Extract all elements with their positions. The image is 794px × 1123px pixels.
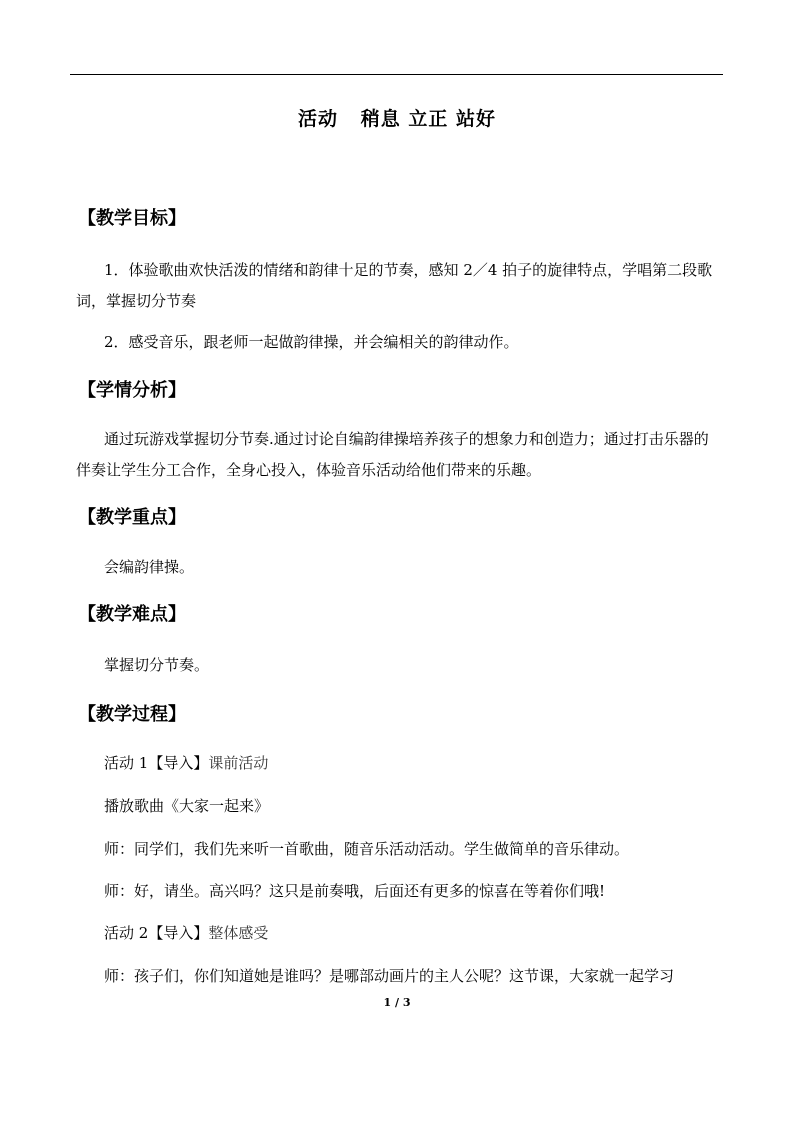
key-points-text: 会编韵律操。 (104, 558, 195, 576)
objective-item-2: 2．感受音乐，跟老师一起做韵律操，并会编相关的韵律动作。 (104, 333, 519, 351)
activity-2-subtitle: 整体感受 (208, 924, 269, 942)
section-heading-key-points: 【教学重点】 (78, 507, 186, 528)
process-line-2: 师：同学们，我们先来听一首歌曲，随音乐活动活动。学生做简单的音乐律动。 (104, 840, 630, 858)
process-line-1: 播放歌曲《大家一起来》 (104, 797, 270, 815)
section-heading-difficulties: 【教学难点】 (78, 604, 186, 625)
activity-2-prefix: 活动 2 (104, 924, 149, 942)
activity-1-subtitle: 课前活动 (208, 754, 269, 772)
analysis-text: 通过玩游戏掌握切分节奏.通过讨论自编韵律操培养孩子的想象力和创造力；通过打击乐器的伴奏让学生分工合作，全身心投入，体验音乐活动给他们带来的乐趣。 (76, 430, 709, 479)
page-title: 活动 稍息 立正 站好 (297, 108, 497, 130)
section-heading-process: 【教学过程】 (78, 704, 186, 725)
section-heading-analysis: 【学情分析】 (78, 380, 186, 401)
process-line-4: 师：孩子们，你们知道她是谁吗？是哪部动画片的主人公呢？这节课，大家就一起学习 (104, 967, 675, 985)
objective-item-1: 1．体验歌曲欢快活泼的情绪和韵律十足的节奏，感知 2／4 拍子的旋律特点，学唱第二段歌词，掌握切分节奏 (76, 261, 713, 310)
page-number: 1 / 3 (383, 996, 411, 1009)
activity-2-tag: 【导入】 (148, 924, 209, 942)
activity-1-label (104, 748, 268, 778)
process-line-3: 师：好，请坐。高兴吗？这只是前奏哦，后面还有更多的惊喜在等着你们哦! (104, 882, 606, 900)
header-rule (70, 74, 723, 75)
section-heading-objectives: 【教学目标】 (78, 208, 186, 229)
activity-1-tag: 【导入】 (148, 754, 209, 772)
activity-2-label (104, 918, 268, 948)
activity-1-prefix: 活动 1 (104, 754, 149, 772)
difficulties-text: 掌握切分节奏。 (104, 656, 210, 674)
